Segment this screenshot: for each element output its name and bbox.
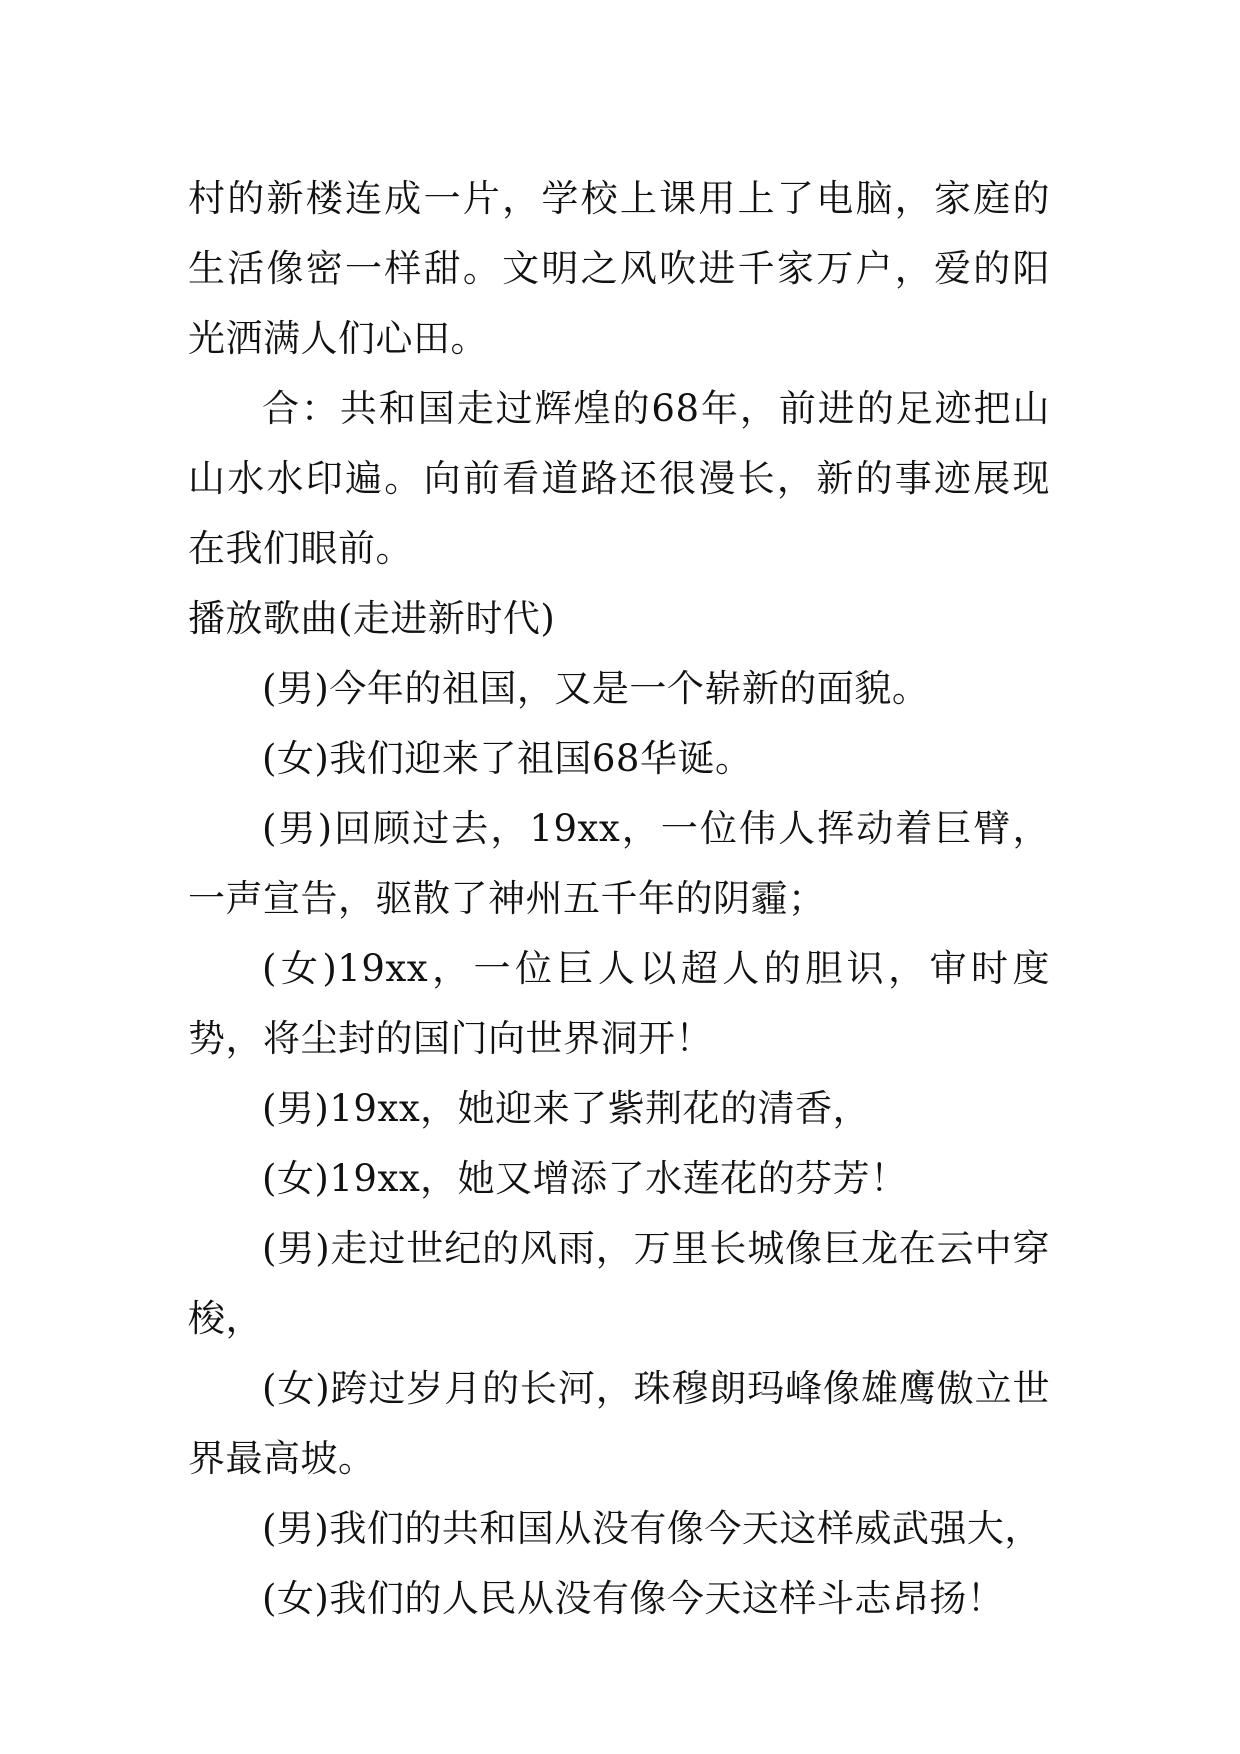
paragraph-10: (男)走过世纪的风雨，万里长城像巨龙在云中穿梭， [188, 1227, 1050, 1340]
paragraph-3: 播放歌曲(走进新时代) [188, 597, 556, 640]
paragraph-1: 村的新楼连成一片，学校上课用上了电脑，家庭的生活像密一样甜。文明之风吹进千家万户，爱的阳光洒满人们心田。 [188, 177, 1050, 360]
paragraph-6: (男)回顾过去，19xx，一位伟人挥动着巨臂，一声宣告，驱散了神州五千年的阴霾； [188, 807, 1050, 920]
paragraph-12: (男)我们的共和国从没有像今天这样威武强大， [262, 1507, 1042, 1550]
paragraph-2: 合：共和国走过辉煌的68年，前进的足迹把山山水水印遍。向前看道路还很漫长，新的事迹展现在我们眼前。 [188, 387, 1050, 570]
paragraph-8: (男)19xx，她迎来了紫荆花的清香， [262, 1087, 871, 1130]
document-body [188, 164, 1050, 1634]
paragraph-9: (女)19xx，她又增添了水莲花的芬芳！ [262, 1157, 908, 1200]
paragraph-13: (女)我们的人民从没有像今天这样斗志昂扬！ [262, 1577, 1005, 1620]
paragraph-11: (女)跨过岁月的长河，珠穆朗玛峰像雄鹰傲立世界最高坡。 [188, 1367, 1050, 1480]
paragraph-5: (女)我们迎来了祖国68华诞。 [262, 737, 753, 780]
paragraph-4: (男)今年的祖国，又是一个崭新的面貌。 [262, 667, 930, 710]
paragraph-7: (女)19xx，一位巨人以超人的胆识，审时度势，将尘封的国门向世界洞开！ [188, 947, 1050, 1060]
